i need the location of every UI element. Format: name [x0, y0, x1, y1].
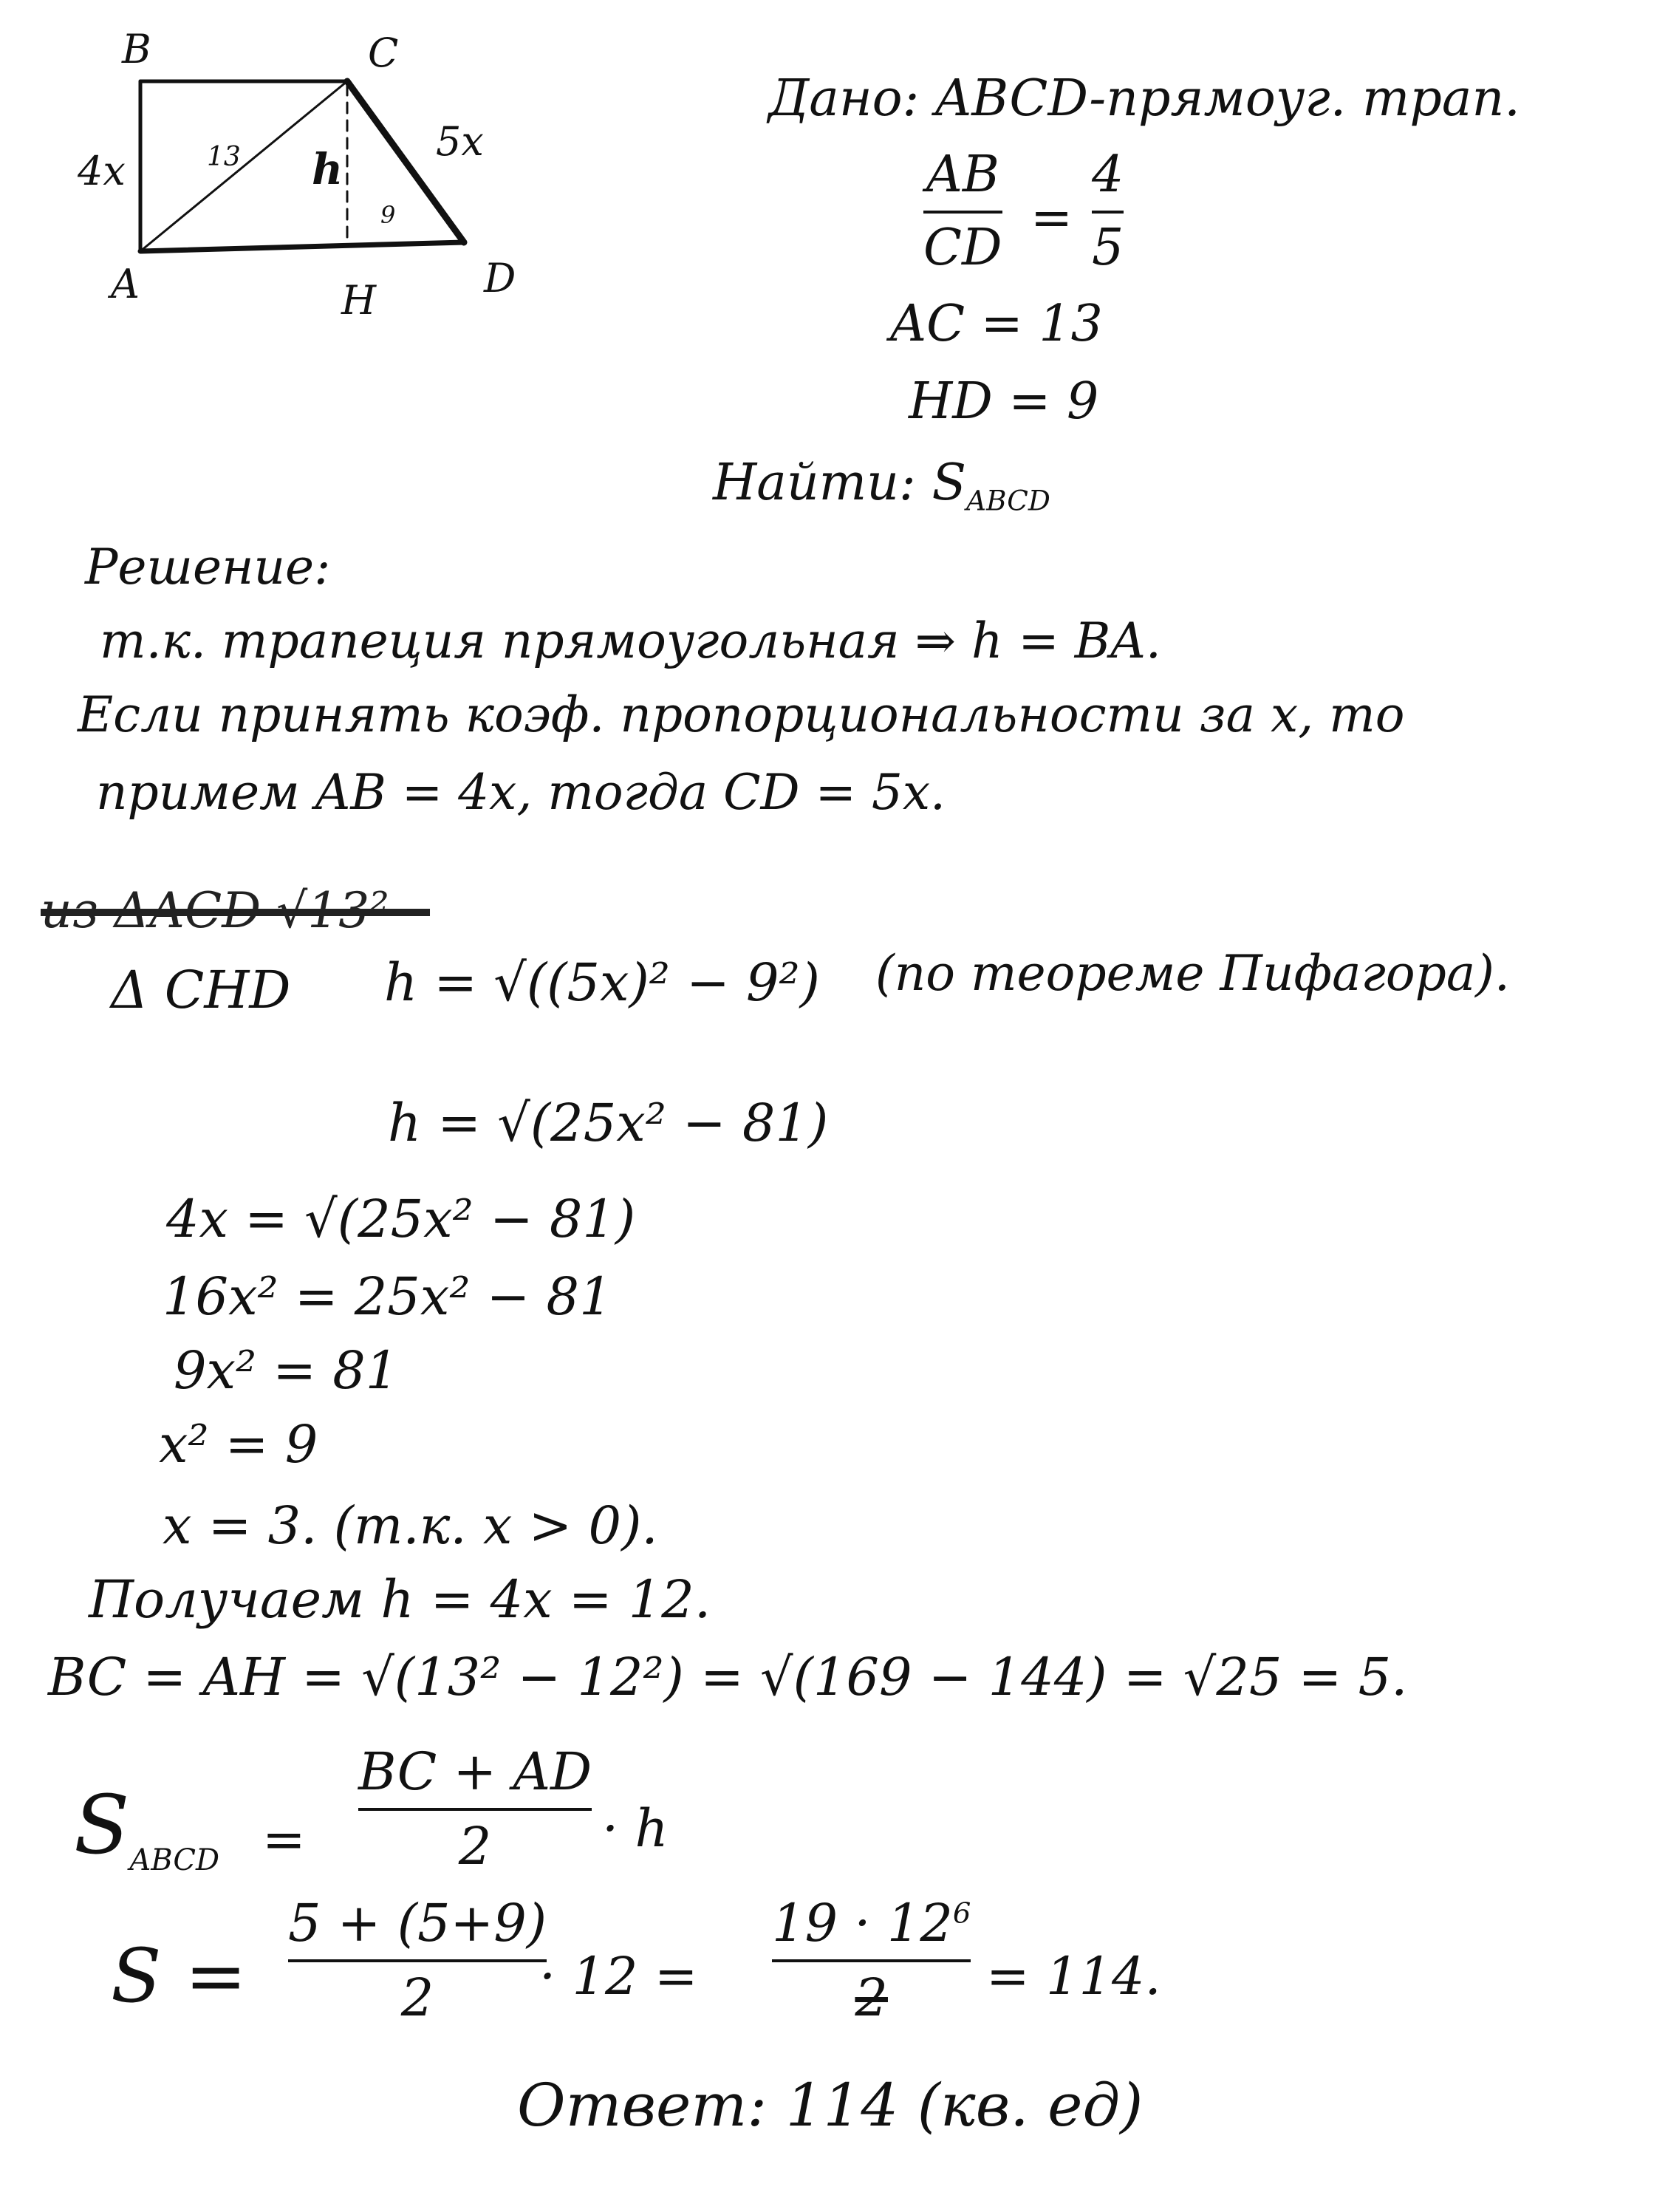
- area-times-h: · h: [602, 1798, 669, 1859]
- given-hd: HD = 9: [909, 372, 1099, 431]
- ab-length-label: 4x: [78, 148, 126, 194]
- cd-length-label: 5x: [436, 118, 484, 165]
- calc-numerator-2: [772, 1895, 971, 1952]
- calc-denominator-1: 2: [400, 1967, 434, 2028]
- solution-heading: Решение:: [85, 539, 331, 595]
- height-label: h: [312, 144, 343, 194]
- calc-times-12: · 12 =: [539, 1946, 698, 2007]
- area-numerator: BC + AD: [358, 1741, 592, 1802]
- solution-line-1: т.к. трапеция прямоугольная ⇒ h = BA.: [100, 612, 1161, 669]
- fraction-bar: [288, 1959, 547, 1962]
- equation-step-5: x = 3. (т.к. x > 0).: [163, 1495, 658, 1556]
- given-ratio-right: [1092, 148, 1124, 276]
- calc-denominator-2: 2: [855, 1967, 888, 2028]
- equation-step-1: 4x = √(25x² − 81): [166, 1189, 636, 1249]
- area-equals: =: [262, 1809, 306, 1870]
- pythagoras-formula: h = √((5x)² − 9²): [384, 952, 820, 1013]
- vertex-h-label: H: [341, 277, 377, 324]
- height-result: Получаем h = 4x = 12.: [89, 1569, 711, 1630]
- vertex-c-label: C: [368, 30, 399, 76]
- calc-numerator-2-text: 19 · 12: [772, 1893, 953, 1953]
- solution-line-3: примем AB = 4x, тогда CD = 5x.: [96, 764, 946, 821]
- area-s: S: [74, 1778, 130, 1872]
- area-fraction: [358, 1741, 592, 1877]
- given-ratio-left: [923, 148, 1002, 276]
- side-ad: [140, 242, 464, 251]
- ratio-numerator: AB: [926, 146, 999, 204]
- equation-step-4: x² = 9: [159, 1414, 318, 1475]
- ratio-value-denominator: 5: [1092, 218, 1124, 277]
- given-title: Дано: ABCD-прямоуг. трап.: [768, 69, 1520, 128]
- ratio-equals: =: [1030, 189, 1073, 248]
- fraction-bar: [923, 211, 1002, 214]
- ratio-denominator: CD: [923, 218, 1002, 277]
- area-denominator: 2: [458, 1816, 492, 1877]
- ratio-value-numerator: 4: [1092, 146, 1124, 204]
- calc-result: = 114.: [986, 1946, 1161, 2007]
- calc-fraction-1: [288, 1895, 547, 2027]
- calc-fraction-2: [772, 1895, 971, 2027]
- solution-line-2: Если принять коэф. пропорциональности за x, то: [78, 686, 1405, 743]
- vertex-b-label: B: [122, 26, 151, 72]
- fraction-bar: [358, 1808, 592, 1811]
- hd-length-label: 9: [380, 201, 396, 229]
- triangle-chd-label: Δ CHD: [111, 960, 291, 1020]
- find-subscript: ABCD: [966, 484, 1050, 517]
- area-symbol: [74, 1778, 220, 1877]
- fraction-bar: [772, 1959, 971, 1962]
- fraction-bar: [1092, 211, 1124, 214]
- vertex-a-label: A: [111, 261, 140, 307]
- calc-reduced-6: 6: [952, 1897, 971, 1931]
- answer: Ответ: 114 (кв. ед): [517, 2071, 1144, 2140]
- equation-step-3: 9x² = 81: [174, 1340, 399, 1401]
- area-subscript: ABCD: [129, 1843, 220, 1877]
- equation-step-2: 16x² = 25x² − 81: [163, 1266, 612, 1327]
- pythagoras-note: (по теореме Пифагора).: [875, 945, 1510, 1002]
- height-expression: h = √(25x² − 81): [388, 1093, 829, 1153]
- bc-calculation: BC = AH = √(13² − 12²) = √(169 − 144) = √25 = 5.: [48, 1647, 1408, 1707]
- calc-s-label: S =: [111, 1933, 247, 2019]
- calc-numerator-1: 5 + (5+9): [288, 1893, 547, 1953]
- ac-length-label: 13: [207, 142, 241, 172]
- find-text: Найти: S: [713, 454, 967, 512]
- vertex-d-label: D: [484, 255, 516, 301]
- crossed-out-text: из ΔACD √13²−: [41, 882, 431, 939]
- given-ac: AC = 13: [890, 295, 1103, 353]
- find-label: [713, 454, 1050, 517]
